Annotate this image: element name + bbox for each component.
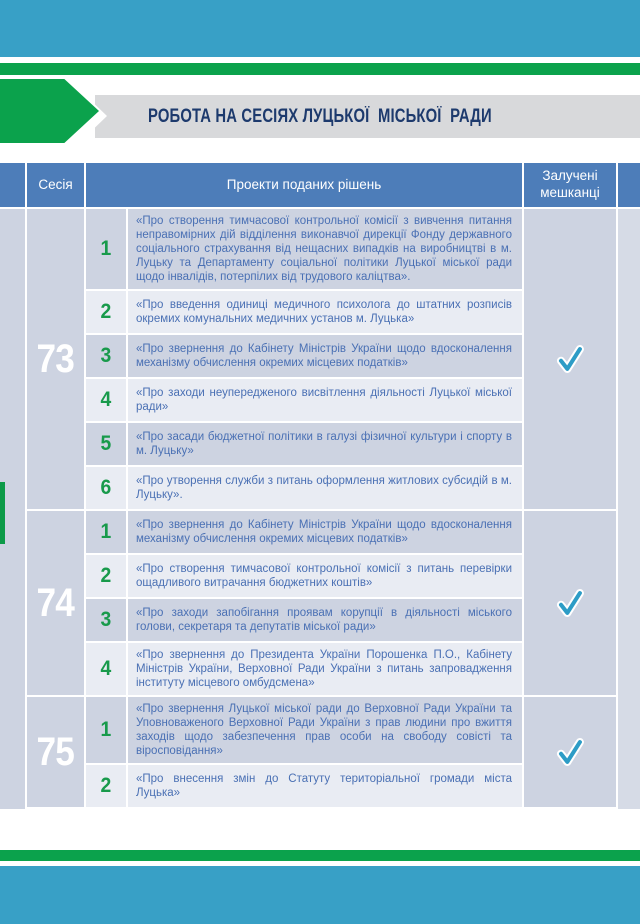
- item-text: «Про внесення змін до Статуту територіальної громади міста Луцька»: [136, 773, 512, 799]
- table-row: [86, 511, 522, 553]
- table-header-row: [0, 163, 640, 207]
- item-number: 3: [100, 344, 112, 367]
- item-number: 1: [100, 520, 112, 543]
- item-number-cell: [86, 291, 126, 333]
- item-text-cell: [128, 423, 522, 465]
- item-number-cell: [86, 697, 126, 763]
- top-green-bar: [0, 63, 640, 75]
- item-text: «Про звернення до Президента України Порошенка П.О., Кабінету Міністрів України, Верховної Ради України з питань запровадження інституту місцевого омбудсмена»: [136, 649, 512, 689]
- item-number-cell: [86, 209, 126, 289]
- involved-cell: [524, 511, 616, 695]
- item-text-cell: [128, 643, 522, 695]
- item-text-cell: [128, 291, 522, 333]
- table-row: [86, 423, 522, 465]
- item-number: 2: [100, 564, 112, 587]
- table-row: [86, 697, 522, 763]
- header-projects-column: Проекти поданих рішень: [86, 163, 522, 207]
- session-items: [86, 511, 522, 695]
- session-number-label: 75: [36, 729, 75, 774]
- item-number: 2: [100, 774, 112, 797]
- page-title: РОБОТА НА СЕСІЯХ ЛУЦЬКОЇ МІСЬКОЇ РАДИ: [148, 106, 492, 127]
- table-row: [86, 467, 522, 509]
- table-row: [86, 643, 522, 695]
- table-row: [86, 209, 522, 289]
- item-number: 4: [100, 388, 112, 411]
- item-text: «Про створення тимчасової контрольної комісії з вивчення питання неправомірних дій відділення виконавчої дирекції Фонду державного соціального страхування від нещасних випадків на виробництві в м. Луцьку та Департаменту соціальної політики Луцької міської ради щодо інвалідів, потерпілих від трудового каліцтва».: [136, 215, 512, 283]
- title-banner: [0, 75, 640, 163]
- item-text-cell: [128, 599, 522, 641]
- item-number: 3: [100, 608, 112, 631]
- item-text-cell: [128, 511, 522, 553]
- item-text: «Про введення одиниці медичного психолога до штатних розписів окремих комунальних медичних установ м. Луцька»: [136, 299, 512, 325]
- item-number: 1: [100, 237, 112, 260]
- item-text: «Про звернення Луцької міської ради до Верховної Ради України та Уповноваженого Верховної Ради України з прав людини про вжиття заходів щодо забезпечення прав особи на свободу совісті та віросповідання»: [136, 703, 512, 757]
- session-items: [86, 697, 522, 807]
- item-text: «Про засади бюджетної політики в галузі фізичної культури і спорту в м. Луцьку»: [136, 431, 512, 457]
- item-text: «Про звернення до Кабінету Міністрів України щодо вдосконалення механізму обчислення окремих місцевих податків»: [136, 519, 512, 545]
- check-icon: [552, 341, 588, 377]
- item-text-cell: [128, 379, 522, 421]
- involved-cell: [524, 209, 616, 509]
- item-text: «Про заходи запобігання проявам корупції в діяльності міського голови, секретаря та депутатів міської ради»: [136, 607, 512, 633]
- item-text-cell: [128, 697, 522, 763]
- bottom-green-bar: [0, 850, 640, 861]
- header-edge-right: [618, 163, 640, 207]
- check-icon: [552, 585, 588, 621]
- item-text: «Про створення тимчасової контрольної комісії з питань перевірки ощадливого витрачання бюджетних коштів»: [136, 563, 512, 589]
- item-number-cell: [86, 511, 126, 553]
- item-text: «Про утворення служби з питань оформлення житлових субсидій в м. Луцьку».: [136, 475, 512, 501]
- item-text: «Про звернення до Кабінету Міністрів України щодо вдосконалення механізму обчислення окремих місцевих податків»: [136, 343, 512, 369]
- session-block: [27, 697, 616, 807]
- item-text-cell: [128, 555, 522, 597]
- item-number: 5: [100, 432, 112, 455]
- session-block: [27, 209, 616, 509]
- item-number: 6: [100, 476, 112, 499]
- session-block: [27, 511, 616, 695]
- top-teal-bar: [0, 0, 640, 57]
- item-number-cell: [86, 555, 126, 597]
- table-body: [0, 209, 640, 809]
- table-right-edge-column: [618, 209, 640, 809]
- item-text: «Про заходи неупередженого висвітлення діяльності Луцької міської ради»: [136, 387, 512, 413]
- item-number: 4: [100, 657, 112, 680]
- item-number-cell: [86, 599, 126, 641]
- item-number-cell: [86, 467, 126, 509]
- item-number-cell: [86, 379, 126, 421]
- session-number-cell: [27, 209, 84, 509]
- session-number-label: 74: [36, 580, 75, 625]
- item-text-cell: [128, 765, 522, 807]
- item-number-cell: [86, 423, 126, 465]
- bottom-teal-bar: [0, 866, 640, 924]
- check-icon: [552, 734, 588, 770]
- item-number-cell: [86, 765, 126, 807]
- session-number-label: 73: [36, 336, 75, 381]
- table-row: [86, 379, 522, 421]
- item-number: 2: [100, 300, 112, 323]
- header-session-column: Сесія: [27, 163, 84, 207]
- table-row: [86, 335, 522, 377]
- left-edge-accent: [0, 482, 5, 544]
- table-row: [86, 765, 522, 807]
- session-number-cell: [27, 511, 84, 695]
- table-row: [86, 291, 522, 333]
- item-text-cell: [128, 209, 522, 289]
- header-edge-left: [0, 163, 25, 207]
- header-involved-column: Залучені мешканці: [524, 163, 616, 207]
- session-number-cell: [27, 697, 84, 807]
- item-text-cell: [128, 467, 522, 509]
- involved-cell: [524, 697, 616, 807]
- item-number-cell: [86, 643, 126, 695]
- session-items: [86, 209, 522, 509]
- item-number: 1: [100, 718, 112, 741]
- table-row: [86, 599, 522, 641]
- item-text-cell: [128, 335, 522, 377]
- item-number-cell: [86, 335, 126, 377]
- table-row: [86, 555, 522, 597]
